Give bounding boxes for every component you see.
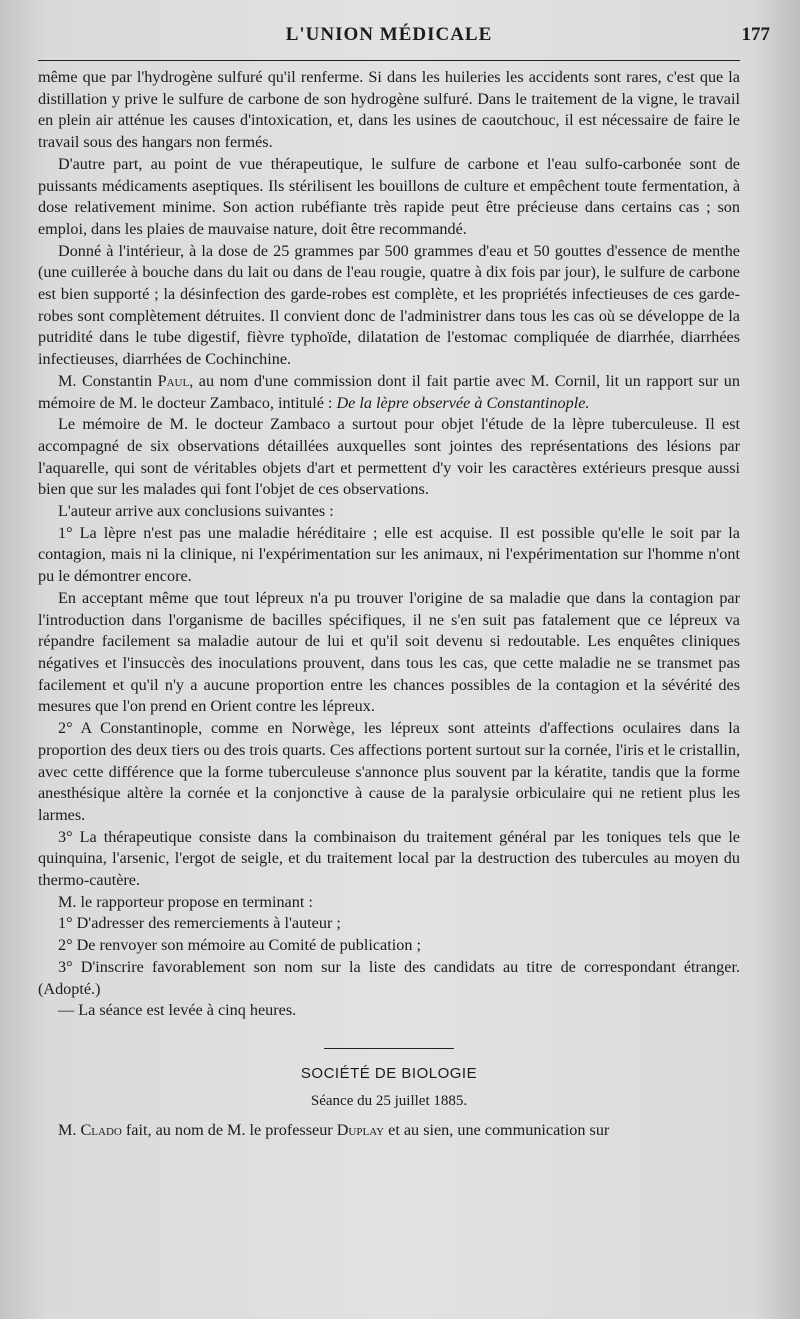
memoir-title: De la lèpre observée à Constantinople. (336, 393, 590, 412)
report-paragraph (38, 371, 740, 414)
article-body (38, 67, 740, 1142)
conclusion-item: 1° La lèpre n'est pas une maladie héréditaire ; elle est acquise. Il est possible qu'elle le soit par la contagion, mais ni la clinique, ni l'expérimentation sur les animaux, ni l'expérimentation sur l'homme n'ont pu le démontrer encore. (38, 523, 740, 586)
proposal-item: 2° De renvoyer son mémoire au Comité de publication ; (58, 936, 421, 955)
report-name-prefix: M. Constantin (58, 371, 158, 390)
last-mid: fait, au nom de M. le professeur (121, 1121, 337, 1140)
running-header (38, 22, 770, 52)
author-name: Clado (80, 1121, 122, 1140)
paragraph: Le mémoire de M. le docteur Zambaco a surtout pour objet l'étude de la lèpre tuberculeuse. Il est accompagné de six observations détaillées auxquelles sont jointes des représentations des lésions par l'aquarelle, qui sont de véritables objets d'art et permettent d'y voir les caractères extérieurs presque aussi bien que sur les malades qui font l'objet de ces observations. (38, 415, 740, 499)
paragraph: En acceptant même que tout lépreux n'a pu trouver l'origine de sa maladie que dans la contagion par l'introduction dans l'organisme de bacilles spécifiques, il ne s'en suit pas fatalement que ce lépreux va répandre facilement sa maladie autour de lui et qu'il soit devenu si redoutable. Les enquêtes cliniques négatives et l'insuccès des inoculations prouvent, dans tous les cas, que cette maladie ne se transmet pas facilement et qu'il n'y a aucune proportion entre les chances possibles de la contagion et la sévérité des mesures que l'on prend en Orient contre les lépreux. (38, 588, 740, 716)
section-separator (324, 1048, 454, 1049)
paragraph: D'autre part, au point de vue thérapeutique, le sulfure de carbone et l'eau sulfo-carbonée sont de puissants médicaments aseptiques. Ils stérilisent les bouillons de culture et empêchent toute fermentation, à dose relativement minime. Son action rubéfiante très rapide peut être précieuse dans certains cas ; son emploi, dans les plaies de mauvaise nature, doit être recommandé. (38, 154, 740, 238)
proposal-item: 1° D'adresser des remerciements à l'auteur ; (58, 914, 341, 933)
section-title: SOCIÉTÉ DE BIOLOGIE (300, 1064, 478, 1082)
conclusion-item: 2° A Constantinople, comme en Norwège, les lépreux sont atteints d'affections oculaires dans la proportion des deux tiers ou des trois quarts. Ces affections portent surtout sur la cornée, l'iris et le cristallin, avec cette différence que la forme tuberculeuse s'annonce plus souvent par la kératite, tandis que la forme anesthésique altère la cornée et la conjonctive à cause de la paralysie orbiculaire qui ne retient plus les larmes. (38, 719, 740, 824)
page-number: 177 (741, 24, 770, 45)
paragraph (38, 1120, 740, 1142)
paragraph: Donné à l'intérieur, à la dose de 25 grammes par 500 grammes d'eau et 50 gouttes d'essence de menthe (une cuillerée à bouche dans du lait ou dans de l'eau rougie, quatre à dix fois par jour), le sulfure de carbone est bien supporté ; la désinfection des garde-robes est complète, et les propriétés infectieuses de ces garde-robes sont complètement détruites. Il convient donc de l'administrer dans tous les cas où se développe de la putridité dans le tube digestif, fièvre typhoïde, dilatation de l'estomac compliquée de diarrhée, diarrhées infectieuses, diarrhées de Cochinchine. (38, 241, 740, 369)
last-end: et au sien, une communication sur (384, 1121, 610, 1140)
session-date: Séance du 25 juillet 1885. (310, 1092, 468, 1109)
paragraph: même que par l'hydrogène sulfuré qu'il renferme. Si dans les huileries les accidents sont rares, c'est que la distillation y prive le sulfure de carbone de son hydrogène sulfuré. Dans le traitement de la vigne, le travail en plein air atténue les causes d'intoxication, et, dans les usines de caoutchouc, il est nécessaire de faire le travail sous des hangars non fermés. (38, 68, 740, 152)
paragraph: L'auteur arrive aux conclusions suivantes : (58, 502, 334, 521)
last-prefix: M. (58, 1121, 81, 1140)
conclusion-item: 3° La thérapeutique consiste dans la combinaison du traitement général par les toniques tels que le quinquina, l'arsenic, l'ergot de seigle, et du traitement local par la destruction des tubercules au moyen du thermo-cautère. (38, 827, 740, 890)
journal-title: L'UNION MÉDICALE (285, 24, 493, 45)
professor-name: Duplay (336, 1121, 385, 1140)
header-rule (38, 60, 740, 61)
reporter-name: Paul (157, 371, 190, 390)
closing-line: — La séance est levée à cinq heures. (58, 1001, 297, 1020)
proposal-item: 3° D'inscrire favorablement son nom sur la liste des candidats au titre de correspondant étranger. (Adopté.) (38, 957, 740, 998)
report-text: , au nom d'une commission dont il fait partie avec M. Cornil, lit un rapport sur un mémoire de M. le docteur Zambaco, intitulé : (38, 371, 740, 412)
paragraph: M. le rapporteur propose en terminant : (58, 892, 313, 911)
